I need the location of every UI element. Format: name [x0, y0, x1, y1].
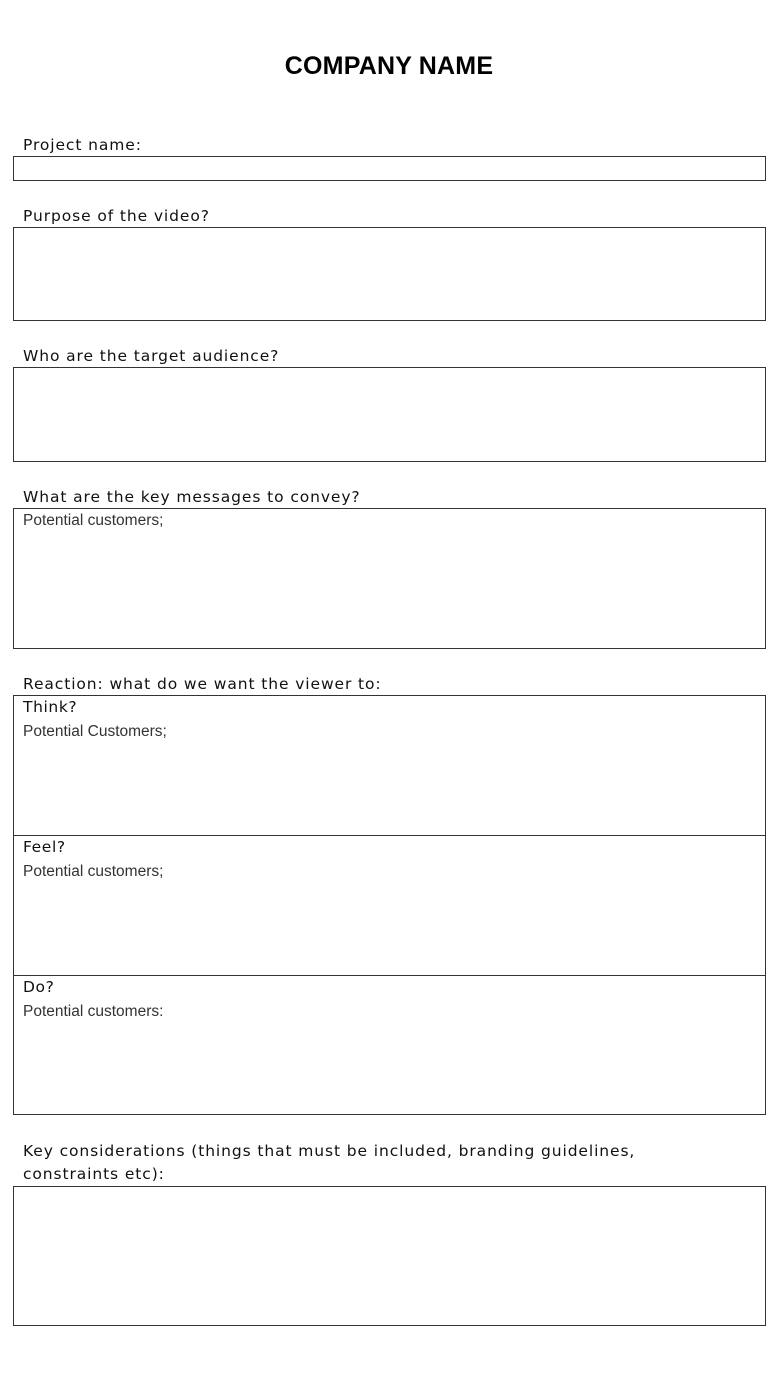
key-messages-field[interactable] [13, 508, 766, 649]
company-name-title: COMPANY NAME [284, 52, 494, 80]
feel-value: Potential customers; [23, 863, 164, 880]
feel-heading: Feel? [23, 838, 66, 856]
think-heading: Think? [23, 698, 78, 716]
considerations-field[interactable] [13, 1186, 766, 1326]
key-messages-label: What are the key messages to convey? [23, 488, 361, 506]
reaction-table [13, 695, 766, 1115]
project-name-field[interactable] [13, 156, 766, 181]
considerations-label-line1: Key considerations (things that must be included, branding guidelines, [23, 1142, 636, 1160]
project-name-label: Project name: [23, 136, 142, 154]
reaction-do-cell[interactable] [14, 976, 765, 1114]
do-value: Potential customers: [23, 1003, 164, 1020]
think-value: Potential Customers; [23, 723, 167, 740]
audience-label: Who are the target audience? [23, 347, 280, 365]
purpose-label: Purpose of the video? [23, 207, 210, 225]
reaction-think-cell[interactable] [14, 696, 765, 836]
considerations-label-line2: constraints etc): [23, 1165, 165, 1183]
audience-field[interactable] [13, 367, 766, 462]
key-messages-value: Potential customers; [23, 512, 164, 529]
purpose-field[interactable] [13, 227, 766, 321]
do-heading: Do? [23, 978, 55, 996]
reaction-label: Reaction: what do we want the viewer to: [23, 675, 382, 693]
reaction-feel-cell[interactable] [14, 836, 765, 976]
